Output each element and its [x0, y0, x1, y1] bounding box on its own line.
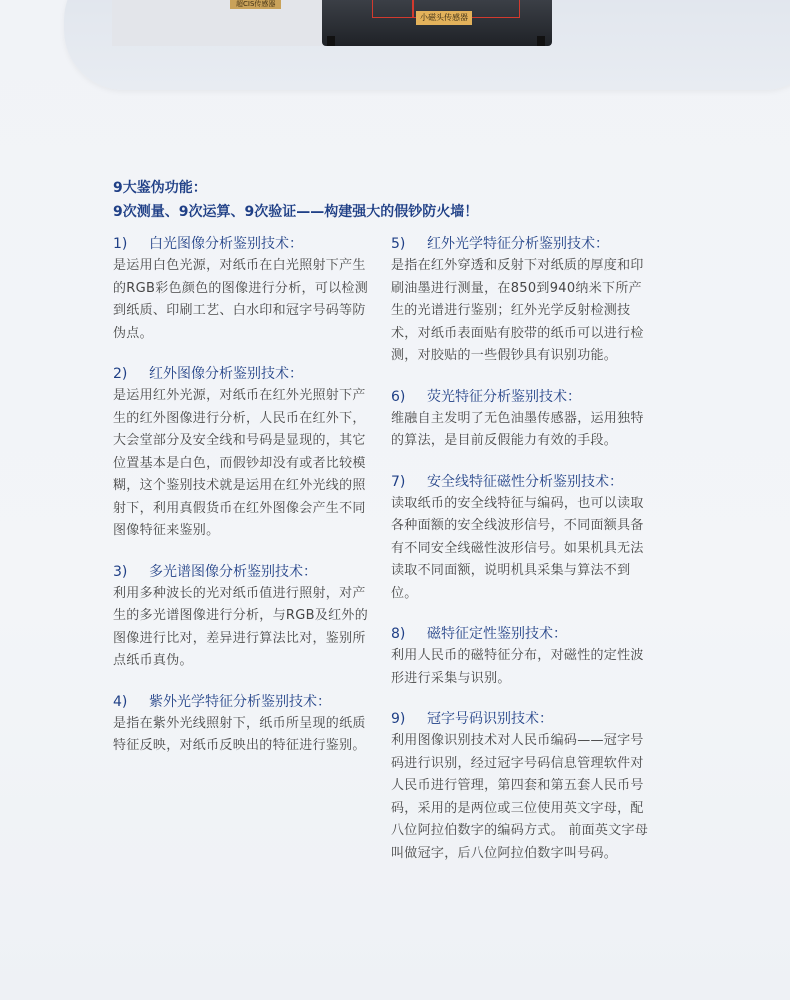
feature-number: 7)	[391, 473, 406, 490]
sensor-highlight-line	[412, 0, 414, 18]
feature-number: 1)	[113, 236, 128, 252]
feature-number: 6)	[391, 388, 406, 405]
feature-title	[391, 708, 649, 730]
feature-title	[391, 471, 649, 493]
feature-description: 是指在紫外光线照射下，纸币所呈现的纸质特征反映，对纸币反映出的特征进行鉴别。	[113, 715, 366, 753]
feature-description: 是运用白色光源，对纸币在白光照射下产生的RGB彩色颜色的图像进行分析，可以检测到纸质、印刷工艺、白水印和冠字号码等防伪点。	[113, 258, 369, 341]
feature-item-7	[391, 471, 649, 606]
feature-title	[113, 561, 371, 583]
feature-description: 利用人民币的磁特征分布，对磁性的定性波形进行采集与识别。	[391, 648, 644, 686]
feature-number: 5)	[391, 236, 406, 252]
feature-title-text: 安全线特征磁性分析鉴别技术：	[427, 473, 623, 490]
feature-title	[113, 233, 371, 255]
feature-title	[391, 623, 649, 645]
feature-title-text: 荧光特征分析鉴别技术：	[427, 388, 581, 405]
machine-foot-left	[327, 36, 335, 46]
feature-description: 维融自主发明了无色油墨传感器，运用独特的算法，是目前反假能力有效的手段。	[391, 410, 644, 448]
heading-line-1: 9大鉴伪功能：	[113, 180, 207, 196]
feature-item-6	[391, 386, 649, 453]
right-column	[391, 233, 649, 883]
feature-item-3	[113, 561, 371, 673]
feature-number: 4)	[113, 693, 128, 710]
feature-description: 利用图像识别技术对人民币编码——冠字号码进行识别，经过冠字号码信息管理软件对人民币进行管理，第四套和第五套人民币号码，采用的是两位或三位使用英文字母，配八位阿拉伯数字的编码方式。 前面英文字母叫做冠字，后八位阿拉伯数字叫号码。	[391, 733, 649, 861]
feature-title-text: 红外光学特征分析鉴别技术：	[427, 236, 609, 252]
feature-number: 8)	[391, 626, 406, 642]
feature-title-text: 冠字号码识别技术：	[427, 711, 553, 727]
feature-item-1	[113, 233, 371, 345]
feature-number: 9)	[391, 711, 406, 727]
cis-sensor-tag: 超CIS传感器	[230, 0, 281, 9]
heading-line-2: 9次测量、9次运算、9次验证——构建强大的假钞防火墙！	[113, 204, 479, 220]
feature-number: 2)	[113, 366, 128, 382]
feature-title	[113, 363, 371, 385]
feature-title-text: 白光图像分析鉴别技术：	[149, 236, 303, 252]
machine-illustration	[112, 0, 542, 46]
feature-description: 是指在红外穿透和反射下对纸质的厚度和印刷油墨进行测量，在850到940纳米下所产生的光谱进行鉴别；红外光学反射检测技术，对纸币表面贴有胶带的纸币可以进行检测，对胶贴的一些假钞具有识别功能。	[391, 258, 644, 363]
feature-item-2	[113, 363, 371, 543]
section-heading	[113, 176, 478, 224]
feature-title	[391, 233, 649, 255]
feature-description: 利用多种波长的光对纸币值进行照射，对产生的多光谱图像进行分析，与RGB及红外的图像进行比对，差异进行算法比对，鉴别所点纸币真伪。	[113, 585, 369, 668]
feature-description: 读取纸币的安全线特征与编码，也可以读取各种面额的安全线波形信号，不同面额具备有不同安全线磁性波形信号。如果机具无法读取不同面额，说明机具采集与算法不到位。	[391, 495, 644, 601]
feature-title-text: 紫外光学特征分析鉴别技术：	[149, 693, 331, 710]
feature-item-4	[113, 691, 371, 758]
magnetic-sensor-tag: 小磁头传感器	[416, 11, 472, 25]
feature-title-text: 磁特征定性鉴别技术：	[427, 626, 567, 642]
feature-title-text: 多光谱图像分析鉴别技术：	[149, 563, 317, 580]
feature-item-8	[391, 623, 649, 690]
feature-number: 3)	[113, 563, 128, 580]
left-column	[113, 233, 371, 776]
feature-title	[113, 691, 371, 713]
machine-foot-right	[537, 36, 545, 46]
feature-item-9	[391, 708, 649, 865]
feature-title-text: 红外图像分析鉴别技术：	[149, 366, 303, 382]
feature-item-5	[391, 233, 649, 368]
feature-title	[391, 386, 649, 408]
feature-description: 是运用红外光源，对纸币在红外光照射下产生的红外图像进行分析，人民币在红外下，大会堂部分及安全线和号码是显现的，其它位置基本是白色，而假钞却没有或者比较模糊，这个鉴别技术就是运用在红外光线的照射下，利用真假货币在红外图像会产生不同图像特征来鉴别。	[113, 388, 366, 538]
